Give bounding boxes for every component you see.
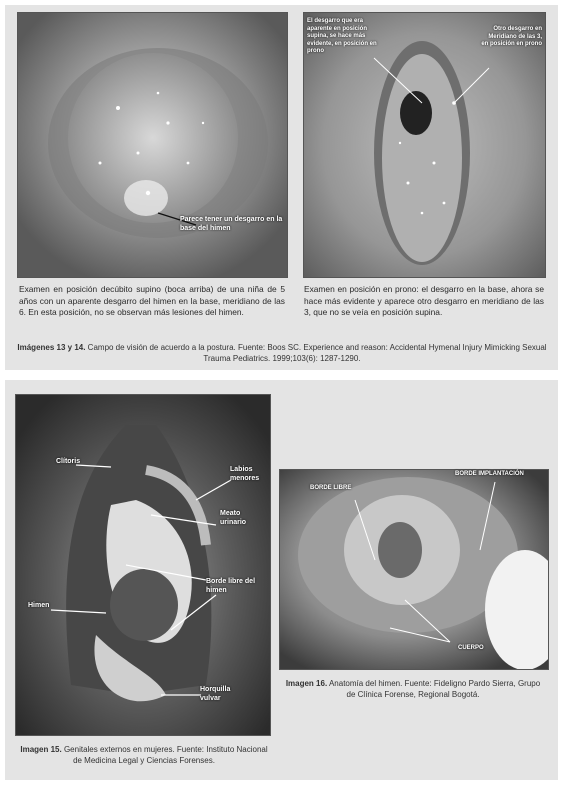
photo-13-label: Parece tener un desgarro en la base del himen [180,216,283,232]
photo-16-illustration [280,470,548,669]
photo-15-label-horquilla: Horquilla vulvar [200,686,231,702]
photo-15-external-genitalia [15,394,271,736]
photo-16-label-borde-implantacion: BORDE IMPLANTACIÓN [455,471,524,477]
caption-15-bold: Imagen 15. [20,745,62,754]
photo-15-label-clitoris: Clítoris [56,458,81,465]
caption-13: Examen en posición decúbito supino (boca arriba) de una niña de 5 años con un aparente desgarro del himen en la base, meridiano de las 6. En esta posición, no se observan más lesiones del himen. [19,284,285,318]
photo-14-label-right: Otro desgarro en Meridiano de las 3, en posición en prono [481,26,542,47]
caption-16-bold: Imagen 16. [285,679,328,688]
caption-16 [282,678,544,700]
photo-16-label-cuerpo: CUERPO [458,645,484,651]
photo-15-label-labios: Labios menores [230,466,260,482]
photo-15-illustration [16,395,270,735]
footnote-13-14-bold: Imágenes 13 y 14. [17,343,86,352]
caption-14: Examen en posición en prono: el desgarro en la base, ahora se hace más evidente y aparece otro desgarro en meridiano de las 3, que no se veía en posición supina. [304,284,544,318]
photo-16-hymen-anatomy [279,469,549,670]
caption-15-text: Genitales externos en mujeres. Fuente: Instituto Nacional de Medicina Legal y Ciencias Forenses. [63,745,268,765]
photo-14-label-left: El desgarro que era aparente en posición supina, se hace más evidente, en posición en prono [307,18,377,54]
photo-13-illustration [18,13,287,277]
photo-15-label-borde: Borde libre del himen [206,578,256,594]
photo-13-supine [17,12,288,278]
photo-15-label-himen: Himen [28,602,50,609]
caption-15 [17,744,271,766]
caption-16-text: Anatomía del himen. Fuente: Fideligno Pardo Sierra, Grupo de Clínica Forense, Regional Bogotá. [328,679,541,699]
photo-16-label-borde-libre: BORDE LIBRE [310,485,352,491]
photo-15-label-meato: Meato urinario [220,510,247,526]
footnote-13-14-text: Campo de visión de acuerdo a la postura. Fuente: Boos SC. Experience and reason: Accidental Hymenal Injury Mimicking Sexual Trauma Pediatrics. 1999;103(6): 1287-1290. [87,343,547,363]
footnote-13-14 [17,342,547,364]
